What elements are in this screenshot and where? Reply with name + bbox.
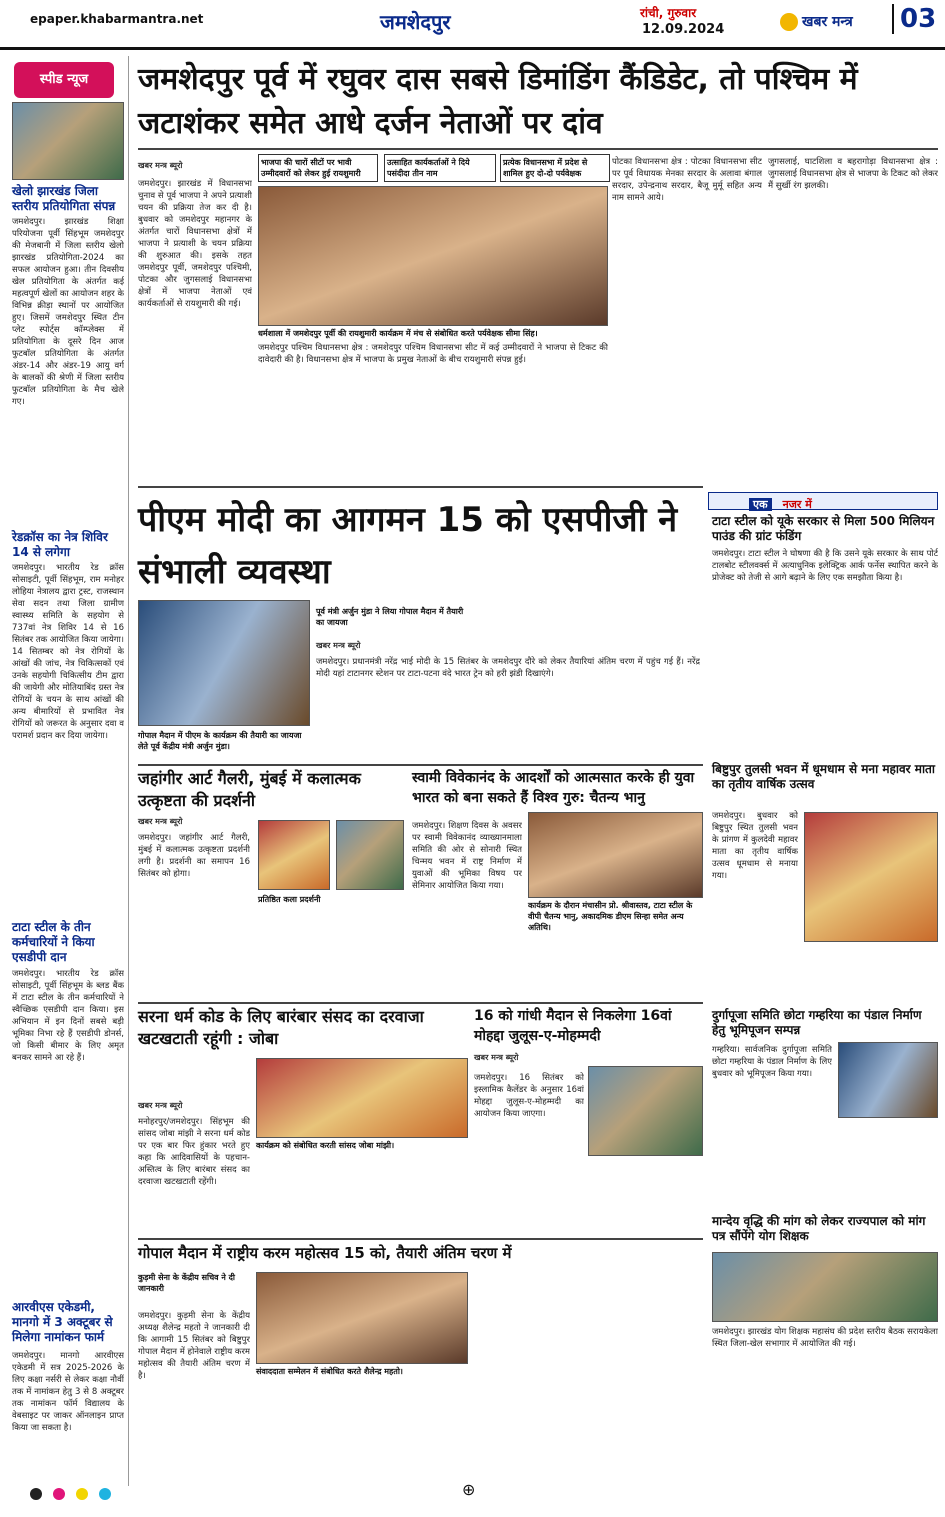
yoga-teachers-photo (712, 1252, 938, 1322)
bjp-meeting-photo (258, 186, 608, 326)
crosshair-icon: ⊕ (462, 1480, 476, 1499)
nazar-story2-title: बिष्टुपुर तुलसी भवन में धूमधाम से मना महावर माता का तृतीय वार्षिक उत्सव (712, 762, 935, 791)
main-body-3: पोटका विधानसभा क्षेत्र : पोटका विधानसभा सीट पर पूर्व विधायक मेनका सरदार के अलावा बंगाल सरदार, उपेन्द्रनाथ सरदार, बैजू मुर्मू सहित अन्य नाम सामने आये। (612, 157, 762, 203)
nazar-story4-title: मान्देय वृद्धि की मांग को लेकर राज्यपाल को मांग पत्र सौंपेंगे योग शिक्षक (712, 1214, 926, 1243)
sarna-event-photo (256, 1058, 468, 1138)
pm-subhead: पूर्व मंत्री अर्जुन मुंडा ने लिया गोपाल मैदान में तैयारी का जायजा (316, 607, 464, 627)
nazar-story3-body: गम्हरिया। सार्वजनिक दुर्गापूजा समिति छोटा गम्हरिया के पंडाल निर्माण के लिए बुधवार को भूमिपूजन किया गया। (712, 1045, 832, 1079)
sarna-byline: खबर मन्त्र ब्यूरो (138, 1101, 183, 1110)
main-headline: जमशेदपुर पूर्व में रघुवर दास सबसे डिमांडिंग कैंडिडेट, तो पश्चिम में जटाशंकर समेत आधे दर्जन नेताओं पर दांव (138, 62, 858, 141)
divider (138, 1238, 703, 1240)
football-team-photo (12, 102, 124, 180)
karam-press-photo (256, 1272, 468, 1364)
karam-body: जमशेदपुर। कुड़मी सेना के केंद्रीय अध्यक्ष शैलेन्द्र महतो ने जानकारी दी कि आगामी 15 सितंबर को बिष्टुपुर गोपाल मैदान में होनेवाले राष्ट्रीय करम महोत्सव की तैयारी अंतिम चरण में है। (138, 1311, 250, 1381)
ek-label: एक (749, 498, 772, 511)
registration-dot (76, 1488, 88, 1500)
karam-body-cont (256, 1380, 468, 1488)
left-story4-title: आरवीएस एकेडमी, मानगो में 3 अक्टूबर से मिलेगा नामांकन फार्म (12, 1300, 113, 1344)
art-photo-caption: प्रतिष्ठित कला प्रदर्शनी (258, 894, 404, 905)
sarna-body: मनोहरपुर/जमशेदपुर। सिंहभूम की सांसद जोबा मांझी ने सरना धर्म कोड पर एक बार फिर हुंकार भरते हुए कहा कि आदिवासियों के पहचान-अस्तित्व के लिए बारंबार संसद का दरवाजा खटखटाती रहेंगी। (138, 1117, 250, 1187)
karam-photo-caption: संवाददाता सम्मेलन में संबोधित करते शैलेन्द्र महतो। (256, 1366, 468, 1377)
nazar-story1-body: जमशेदपुर। टाटा स्टील ने घोषणा की है कि उसने यूके सरकार के साथ पोर्ट टालबोट स्टीलवर्क्स में अत्याधुनिक इलेक्ट्रिक आर्क फर्नेस स्थापित करने के प्रोजेक्ट को तेजी से आगे बढ़ाने के लिए एक समझौता किया है। (712, 549, 938, 583)
pm-headline: पीएम मोदी का आगमन 15 को एसपीजी ने संभाली व्यवस्था (138, 500, 678, 592)
swami-body: जमशेदपुर। शिक्षण दिवस के अवसर पर स्वामी विवेकानंद व्याख्यानमाला समिति की ओर से सोनारी स्थित चिन्मय भवन में राष्ट्र निर्माण में युवाओं की भूमिका विषय पर सेमिनार आयोजित किया गया। (412, 821, 522, 891)
nazar-story4-body: जमशेदपुर। झारखंड योग शिक्षक महासंघ की प्रदेश स्तरीय बैठक सरायकेला स्थित जिला-खेल सभागार में आयोजित की गई। (712, 1327, 938, 1349)
registration-dot (30, 1488, 42, 1500)
registration-dot (99, 1488, 111, 1500)
nazar-story2-body-cont (712, 946, 938, 996)
nazar-story1-title: टाटा स्टील को यूके सरकार से मिला 500 मिलियन पाउंड की ग्रांट फंडिंग (712, 514, 935, 543)
nazar-story2-body: जमशेदपुर। बुधवार को बिष्टुपुर स्थित तुलसी भवन के प्रांगण में कुलदेवी महावर माता का तृतीय वार्षिक उत्सव धूमधाम से मनाया गया। (712, 811, 798, 881)
dateline-place: रांची, गुरुवार (640, 6, 697, 20)
nazar-story3-title: दुर्गापूजा समिति छोटा गम्हरिया का पंडाल निर्माण हेतु भूमिपूजन सम्पन्न (712, 1008, 922, 1037)
nazar-story3-body-cont (712, 1120, 938, 1210)
karam-headline: गोपाल मैदान में राष्ट्रीय करम महोत्सव 15 को, तैयारी अंतिम चरण में (138, 1244, 512, 1262)
swami-headline: स्वामी विवेकानंद के आदर्शों को आत्मसात करके ही युवा भारत को बना सकते हैं विश्व गुरु: चैतन्य भानु (412, 770, 695, 806)
subhead-3: प्रत्येक विधानसभा में प्रदेश से शामिल हुए दो-दो पर्यवेक्षक (500, 154, 610, 182)
sarna-headline: सरना धर्म कोड के लिए बारंबार संसद का दरवाजा खटखटाती रहूंगी : जोबा (138, 1007, 424, 1048)
left-story3-title: टाटा स्टील के तीन कर्मचारियों ने किया एसडीपी दान (12, 920, 95, 964)
swami-photo-caption: कार्यक्रम के दौरान मंचासीन प्रो. श्रीवास्तव, टाटा स्टील के वीपी चैतन्य भानु, अकादमिक डीएम सिन्हा समेत अन्य अतिथि। (528, 900, 703, 933)
art-body-cont (258, 908, 404, 1000)
divider (138, 148, 938, 150)
masthead (0, 0, 945, 50)
main-body-4: जुगसलाई, घाटशिला व बहरागोड़ा विधानसभा क्षेत्र : जुगसलाई विधानसभा क्षेत्र से भाजपा के टिकट को लेकर मैं सुर्खी रंग झलकी। (768, 157, 938, 191)
muharram-headline: 16 को गांधी मैदान से निकलेगा 16वां मोहद्दा जुलूस-ए-मोहम्मदी (474, 1008, 672, 1044)
karam-subhead: कुड़मी सेना के केंद्रीय सचिव ने दी जानकारी (138, 1273, 235, 1293)
muharram-photo (588, 1066, 703, 1156)
muharram-body: जमशेदपुर। 16 सितंबर को इस्लामिक कैलेंडर के अनुसार 16वां मोहद्दा जुलूस-ए-मोहम्मदी का आयोजन किया जाएगा। (474, 1073, 584, 1119)
subhead-2: उत्साहित कार्यकर्ताओं ने दिये पसंदीदा तीन नाम (384, 154, 496, 182)
left-story1-body: जमशेदपुर। झारखंड शिक्षा परियोजना पूर्वी सिंहभूम जमशेदपुर की मेजबानी में जिला स्तरीय खेलो झारखंड प्रतियोगिता-2024 का सफल आयोजन हुआ। तीन दिवसीय खेल प्रतियोगिता के अंतर्गत कई महत्वपूर्ण खेलों का आयोजन शहर के विभिन्न क्रीड़ा स्थानों पर आयोजित हुए। जिसमें जमशेदपुर स्थित टीन प्लेट स्पोर्ट्स कॉम्प्लेक्स में प्रतियोगिता के दूसरे दिन आज फुटबॉल प्रतियोगिता के अंतर्गत अंडर-14 और अंडर-19 आयु वर्ग के बालकों की श्रेणी में जिला स्तरीय फुटबॉल प्रतियोगिता के मैच खेले गए। (12, 217, 124, 407)
pm-byline: खबर मन्त्र ब्यूरो (316, 641, 361, 650)
main-body-1: जमशेदपुर। झारखंड में विधानसभा चुनाव से पूर्व भाजपा ने अपने प्रत्याशी चयन की प्रक्रिया तेज कर दी है। बुधवार को जमशेदपुर महानगर के अंतर्गत चारों विधानसभा क्षेत्रों में भाजपा ने प्रत्याशी के चयन प्रक्रिया की शुरुआत की। इसके तहत जमशेदपुर पूर्वी, जमशेदपुर पश्चिमी, पोटका और जुगसलाई विधानसभा क्षेत्रों में भाजपा नेताओं एवं कार्यकर्ताओं से रायशुमारी की गई। (138, 179, 252, 309)
divider (138, 486, 703, 488)
left-story3-body: जमशेदपुर। भारतीय रेड क्रॉस सोसाइटी, पूर्वी सिंहभूम के ब्लड बैंक में टाटा स्टील के तीन कर्मचारियों ने स्वैच्छिक एसडीपी दान किया। इस अभियान में इन दिनों सबसे बड़ी भूमिका निभा रहे हैं एसडीपी डोनर्स, जो किसी बीमार के लिए अमृत बनकर सामने आ रहे हैं। (12, 969, 124, 1063)
sarna-photo-caption: कार्यक्रम को संबोधित करती सांसद जोबा मांझी। (256, 1140, 468, 1151)
pm-body: जमशेदपुर। प्रधानमंत्री नरेंद्र भाई मोदी के 15 सितंबर के जमशेदपुर दौरे को लेकर तैयारियां अंतिम चरण में पहुंच गई हैं। नरेंद्र मोदी यहां टाटानगर स्टेशन पर टाटा-पटना वंदे भारत ट्रेन को हरी झंडी दिखाएंगे। (316, 657, 700, 679)
muharram-byline: खबर मन्त्र ब्यूरो (474, 1053, 519, 1062)
art-photo-1 (258, 820, 330, 890)
site-url[interactable]: epaper.khabarmantra.net (30, 12, 204, 26)
brand-logo (780, 12, 853, 31)
art-byline: खबर मन्त्र ब्यूरो (138, 817, 183, 826)
pm-photo-caption: गोपाल मैदान में पीएम के कार्यक्रम की तैयारी का जायजा लेते पूर्व केंद्रीय मंत्री अर्जुन मुंडा। (138, 730, 310, 752)
main-body-2: जमशेदपुर पश्चिम विधानसभा क्षेत्र : जमशेदपुर पश्चिम विधानसभा सीट में कई उम्मीदवारों ने भाजपा से टिकट की दावेदारी की है। विधानसभा क्षेत्र में भाजपा के प्रमुख नेताओं के बीच रायशुमारी संपन्न हुई। (258, 343, 608, 365)
left-story1-title: खेलो झारखंड जिला स्तरीय प्रतियोगिता संपन्न (12, 184, 116, 213)
dateline-date: 12.09.2024 (642, 22, 725, 37)
art-headline: जहांगीर आर्ट गैलरी, मुंबई में कलात्मक उत्कृष्टता की प्रदर्शनी (138, 769, 361, 810)
registration-dot (53, 1488, 65, 1500)
section-city: जमशेदपुर (380, 10, 451, 34)
speed-news-badge: स्पीड न्यूज (14, 62, 114, 98)
swami-seminar-photo (528, 812, 703, 898)
main-byline: खबर मन्त्र ब्यूरो (138, 161, 183, 170)
pm-venue-photo (138, 600, 310, 726)
art-photo-2 (336, 820, 404, 890)
page-number: 03 (892, 4, 936, 34)
divider (138, 764, 703, 766)
pandal-photo (838, 1042, 938, 1118)
left-story4-body: जमशेदपुर। मानगो आरवीएस एकेडमी में सत्र 2025-2026 के लिए कक्षा नर्सरी से लेकर कक्षा नौवीं तक में नामांकन हेतु 3 से 8 अक्टूबर तक नामांकन फॉर्म विद्यालय के वेबसाइट पर जाकर ऑनलाइन प्राप्त किया जा सकता है। (12, 1351, 124, 1433)
left-story2-title: रेडक्रॉस का नेत्र शिविर 14 से लगेगा (12, 530, 108, 559)
brand-logo-icon (780, 13, 798, 31)
nazar-label: नजर में (782, 498, 812, 511)
left-story2-body: जमशेदपुर। भारतीय रेड क्रॉस सोसाइटी, पूर्वी सिंहभूम, राम मनोहर लोहिया नेत्रालय द्वारा ट्रस्ट, राजस्थान सेवा सदन तथा जिला ग्रामीण स्वास्थ्य समिति के सहयोग से 737वां नेत्र शिविर 14 से 16 सितंबर तक आयोजित किया जायेगा। 14 सितम्बर को नेत्र रोगियों के आंखों की जांच, नेत्र चिकित्सकों एवं उनके सहयोगी चिकित्सीय टीम द्वारा की जायेगी और मोतियाबिंद ग्रस्त नेत्र रोगियों के चयन के साथ आंखों की अन्य बीमारियों से प्रभावित नेत्र रोगियों को जरूरत के अनुसार दवा व परामर्श प्रदान कर दिया जायेगा। (12, 563, 124, 741)
ek-nazar-banner (708, 492, 938, 510)
karam-body-right (474, 1272, 703, 1488)
brand-name: खबर मन्त्र (802, 14, 853, 30)
subhead-1: भाजपा की चारों सीटों पर भावी उम्मीदवारों को लेकर हुई रायशुमारी (258, 154, 378, 182)
divider (138, 1002, 703, 1004)
art-body: जमशेदपुर। जहांगीर आर्ट गैलरी, मुंबई में कलात्मक उत्कृष्टता प्रदर्शनी लगी है। प्रदर्शनी का समापन 16 सितंबर को होगा। (138, 833, 250, 879)
mahavar-mata-photo (804, 812, 938, 942)
bjp-photo-caption: धर्मशाला में जमशेदपुर पूर्वी की रायशुमारी कार्यक्रम में मंच से संबोधित करते पर्यवेक्षक सीमा सिंह। (258, 328, 608, 339)
